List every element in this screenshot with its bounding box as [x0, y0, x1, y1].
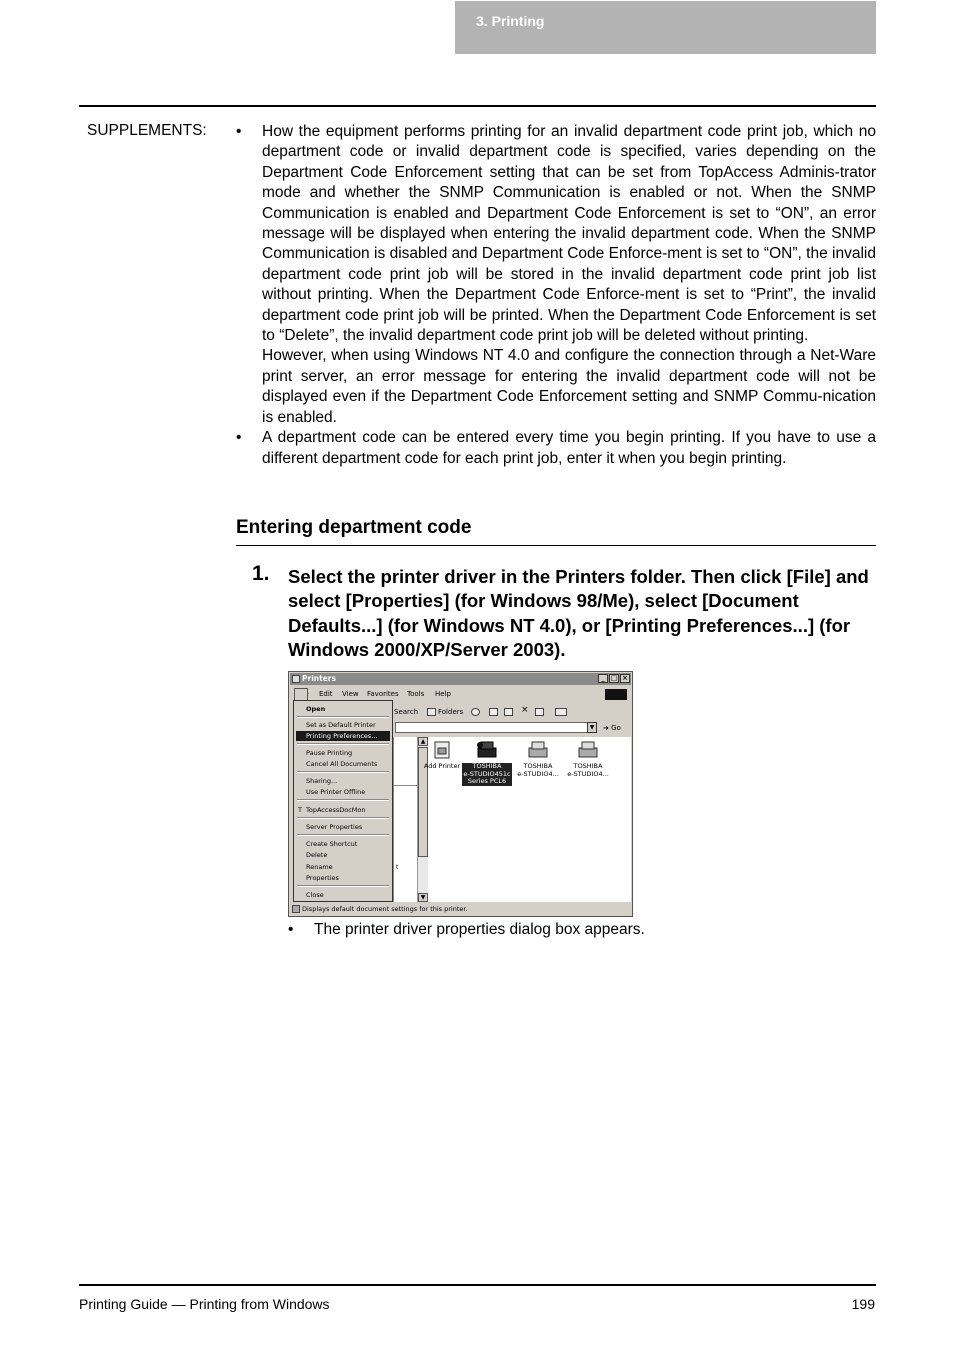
menu-item-set-default[interactable]: Set as Default Printer — [306, 721, 376, 729]
window-controls — [598, 674, 630, 683]
supplements-label: SUPPLEMENTS: — [87, 122, 207, 139]
status-text: Displays default document settings for this printer. — [302, 905, 468, 913]
menu-edit[interactable]: Edit — [319, 690, 333, 698]
supplement-item — [236, 122, 876, 428]
printer-label — [517, 762, 559, 778]
supplement-text-2: However, when using Windows NT 4.0 and configure the connection through a Net-Ware print server, an error message for entering the invalid department code will not be displayed even if the Department Code Enforcement setting and SNMP Commu-nication is enabled. — [262, 347, 876, 426]
printers-folder-icon — [292, 675, 300, 683]
menu-separator — [297, 716, 389, 718]
menu-separator — [297, 885, 389, 887]
chapter-title: 3. Printing — [476, 13, 545, 29]
folders-icon — [427, 708, 436, 716]
supplement-item — [236, 428, 876, 469]
close-icon[interactable]: × — [620, 674, 630, 683]
address-bar — [393, 721, 631, 735]
menu-separator — [297, 817, 389, 819]
printer-item-selected[interactable] — [461, 740, 513, 786]
printer-model: e-STUDIO4... — [517, 769, 559, 778]
step-result-text: The printer driver properties dialog box appears. — [314, 921, 645, 938]
supplements-list — [236, 122, 876, 469]
menu-item-topaccessdocmon-label: TopAccessDocMon — [306, 806, 366, 814]
menu-item-delete[interactable]: Delete — [306, 851, 328, 859]
menu-separator — [297, 771, 389, 773]
footer-rule — [79, 1284, 876, 1286]
bullet-glyph: • — [236, 429, 242, 447]
menubar — [290, 688, 631, 700]
bullet-glyph: • — [236, 123, 242, 140]
menu-item-properties[interactable]: Properties — [306, 874, 339, 882]
chapter-tab — [455, 1, 876, 54]
menu-view[interactable]: View — [342, 690, 359, 698]
move-to-icon[interactable] — [489, 708, 498, 716]
printer-icon — [526, 740, 550, 760]
printer-brand: TOSHIBA — [573, 762, 603, 770]
menu-item-pause-printing[interactable]: Pause Printing — [306, 749, 353, 757]
minimize-icon[interactable]: _ — [598, 674, 608, 683]
menu-item-topaccessdocmon[interactable] — [296, 805, 390, 815]
scroll-up-icon[interactable]: ▲ — [418, 737, 428, 746]
section-heading: Entering department code — [236, 517, 876, 546]
printer-series: Series PCL6 — [467, 777, 507, 785]
menu-tools[interactable]: Tools — [407, 690, 425, 698]
printer-brand: TOSHIBA — [472, 762, 502, 770]
supplement-text-3: A department code can be entered every time you begin printing. If you have to use a different department code for each print job, enter it when you begin printing. — [262, 429, 876, 467]
toolbar — [393, 705, 631, 719]
printer-brand: TOSHIBA — [523, 762, 553, 770]
printers-content-pane — [423, 737, 631, 902]
topaccess-icon: T — [298, 806, 302, 814]
window-titlebar — [290, 673, 631, 685]
printer-icon — [475, 740, 499, 760]
menu-item-create-shortcut[interactable]: Create Shortcut — [306, 840, 358, 848]
printer-item[interactable] — [512, 740, 564, 778]
menu-item-close[interactable]: Close — [306, 891, 324, 899]
address-input[interactable] — [395, 722, 596, 733]
menu-item-rename[interactable]: Rename — [306, 863, 333, 871]
menu-separator — [297, 743, 389, 745]
pane-divider — [394, 785, 418, 786]
undo-icon[interactable] — [535, 708, 544, 716]
menu-favorites[interactable]: Favorites — [367, 690, 399, 698]
printer-label: Add Printer — [423, 762, 461, 770]
delete-icon[interactable]: × — [521, 705, 529, 715]
views-icon[interactable] — [555, 708, 567, 716]
printer-label — [462, 763, 511, 786]
address-dropdown-icon[interactable]: ▼ — [587, 722, 597, 733]
footer-title: Printing Guide — Printing from Windows — [79, 1296, 330, 1312]
menu-item-cancel-all[interactable]: Cancel All Documents — [306, 760, 378, 768]
menu-item-sharing[interactable]: Sharing... — [306, 777, 338, 785]
add-printer-icon — [433, 740, 451, 760]
page-number: 199 — [851, 1296, 875, 1312]
step-instruction: Select the printer driver in the Printers folder. Then click [File] and select [Properties] (for Windows 98/Me), select [Document Defaults...] (for Windows NT 4.0), or [Printing Preferences...] (for Windows 2000/XP/Server 2003). — [288, 566, 869, 661]
menu-item-server-properties[interactable]: Server Properties — [306, 823, 363, 831]
left-pane — [393, 737, 418, 902]
maximize-icon[interactable]: □ — [610, 674, 618, 682]
folders-button[interactable]: Folders — [438, 708, 464, 716]
printers-window-screenshot — [288, 671, 633, 917]
menu-help[interactable]: Help — [435, 690, 451, 698]
printer-label — [567, 762, 609, 778]
status-icon — [292, 905, 300, 913]
step-number: 1. — [252, 562, 270, 585]
menu-separator — [297, 834, 389, 836]
menu-item-open[interactable]: Open — [306, 705, 326, 713]
truncated-text: t — [396, 864, 399, 871]
menu-item-use-offline[interactable]: Use Printer Offline — [306, 788, 366, 796]
printer-icon — [576, 740, 600, 760]
status-bar — [290, 903, 631, 915]
bullet-glyph: • — [288, 921, 294, 938]
go-button[interactable]: ➜ Go — [603, 724, 621, 732]
scroll-down-icon[interactable]: ▼ — [418, 893, 428, 902]
go-label: Go — [611, 724, 621, 732]
menu-item-printing-preferences[interactable]: Printing Preferences... — [296, 731, 390, 741]
printer-model: e-STUDIO451c — [463, 769, 511, 778]
file-menu-tab — [294, 688, 308, 700]
printer-model: e-STUDIO4... — [567, 769, 609, 778]
printer-item[interactable] — [562, 740, 614, 778]
top-rule — [79, 105, 876, 107]
search-button[interactable]: Search — [394, 708, 419, 716]
window-title: Printers — [302, 674, 336, 683]
supplement-text-1: How the equipment performs printing for an invalid department code print job, which no department code or invalid department code is specified, varies depending on the Department Code Enforcement setting that can be set from TopAccess Adminis-trator mode and whether the SNMP Communication is enabled or not. When the SNMP Communication is enabled and Department Code Enforcement is set to “ON”, an error message will be displayed when entering the invalid department code. When the SNMP Communication is disabled and Department Code Enforce-ment is set to “ON”, the invalid department code print job will be stored in the invalid department code print job list without printing. When the Department Code Enforce-ment is set to “Print”, the invalid department code print job will be printed. When the Department Code Enforcement is set to “Delete”, the invalid department code print job will be deleted without printing. — [262, 123, 876, 345]
history-icon[interactable] — [471, 708, 480, 716]
windows-logo-icon — [605, 689, 627, 700]
file-menu-dropdown — [293, 700, 393, 902]
menu-separator — [297, 799, 389, 801]
copy-to-icon[interactable] — [504, 708, 513, 716]
